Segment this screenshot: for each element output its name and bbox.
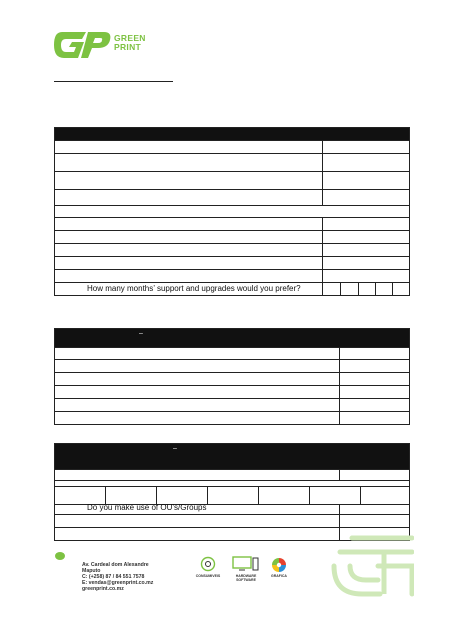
green-bullet-dot — [55, 552, 65, 560]
header-mark: – — [139, 330, 143, 337]
footer-email: E: vendas@greenprint.co.mz — [82, 580, 154, 586]
table-row — [55, 243, 409, 256]
section-2-table — [54, 328, 410, 425]
answer-cell[interactable] — [323, 172, 409, 189]
table-row — [55, 189, 409, 205]
months-option-4[interactable] — [376, 283, 392, 295]
table-header — [55, 444, 409, 469]
footer-phone: C: (+258) 87 / 84 551 7578 — [82, 574, 145, 580]
answer-cell[interactable] — [323, 244, 409, 256]
graphics-label: GRAFICA — [271, 574, 287, 578]
months-option-1[interactable] — [323, 283, 340, 295]
section-3-table — [54, 443, 410, 541]
footer-website: greenprint.co.mz — [82, 586, 124, 592]
answer-cell[interactable] — [323, 231, 409, 243]
grid-cell[interactable] — [310, 487, 360, 504]
table-row — [55, 230, 409, 243]
title-underline — [54, 81, 173, 82]
table-row — [55, 153, 409, 171]
answer-cell[interactable] — [340, 373, 409, 385]
footer-address-line1: Av. Cardeal dom Alexandre — [82, 562, 149, 568]
table-header — [55, 329, 409, 347]
answer-cell[interactable] — [340, 470, 409, 480]
table-row — [55, 140, 409, 153]
months-option-2[interactable] — [341, 283, 358, 295]
table-row — [55, 385, 409, 398]
grid-cell[interactable] — [259, 487, 309, 504]
months-option-5[interactable] — [393, 283, 409, 295]
table-header — [55, 128, 409, 140]
logo-text-print: PRINT — [114, 42, 141, 52]
answer-cell[interactable] — [323, 270, 409, 282]
grid-cell[interactable] — [208, 487, 258, 504]
consumables-label: CONSUMIVEIS — [195, 574, 221, 578]
answer-cell[interactable] — [323, 154, 409, 171]
answer-cell[interactable] — [340, 348, 409, 359]
ou-groups-question: Do you make use of OU’s/Groups — [87, 503, 207, 512]
support-months-question: How many months’ support and upgrades would you prefer? — [87, 284, 301, 293]
logo-text-green: GREEN — [114, 33, 146, 43]
ou-groups-answer[interactable] — [340, 505, 409, 514]
green-print-logo — [52, 28, 152, 62]
header-mark: – — [173, 445, 177, 452]
answer-cell[interactable] — [340, 360, 409, 372]
table-row — [55, 256, 409, 269]
table-row — [55, 217, 409, 230]
answer-cell[interactable] — [340, 412, 409, 424]
table-row — [55, 469, 409, 480]
table-row — [55, 411, 409, 424]
table-row — [55, 269, 409, 282]
answer-cell[interactable] — [340, 515, 409, 527]
table-row — [55, 205, 409, 217]
logo-watermark-icon — [322, 532, 414, 600]
answer-cell[interactable] — [323, 257, 409, 269]
table-row — [55, 372, 409, 385]
table-row — [55, 359, 409, 372]
grid-cell[interactable] — [361, 487, 409, 504]
footer-address-line2: Maputo — [82, 568, 101, 574]
consumables-icon — [198, 556, 218, 572]
answer-cell[interactable] — [323, 141, 409, 153]
months-option-3[interactable] — [359, 283, 375, 295]
ou-groups-row — [55, 504, 409, 514]
table-row — [55, 514, 409, 527]
answer-cell[interactable] — [340, 386, 409, 398]
hardware-software-label: HARDWARE SOFTWARE — [235, 574, 257, 582]
table-row — [55, 398, 409, 411]
answer-cell[interactable] — [340, 399, 409, 411]
answer-cell[interactable] — [323, 218, 409, 230]
graphics-icon — [271, 557, 287, 573]
table-row — [55, 171, 409, 189]
support-months-row — [55, 282, 409, 295]
hardware-software-icon — [231, 556, 261, 572]
support-requirements-table — [54, 127, 410, 296]
table-row — [55, 347, 409, 359]
answer-cell[interactable] — [323, 190, 409, 205]
